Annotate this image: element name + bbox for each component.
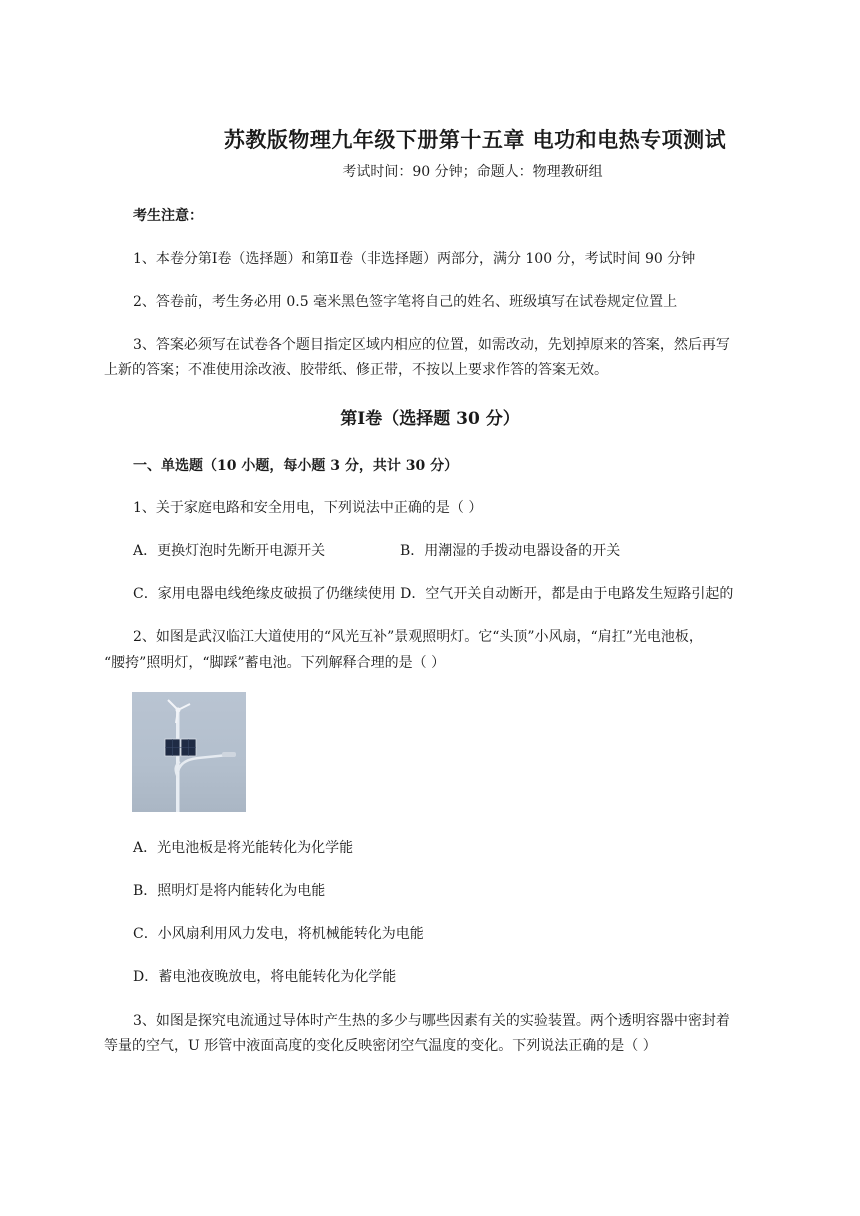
q1-option-b: B．用潮湿的手拨动电器设备的开关 [400, 543, 621, 559]
exam-info: 考试时间：90 分钟；命题人：物理教研组 [342, 164, 603, 180]
q3-stem-line2: 等量的空气，U 形管中液面高度的变化反映密闭空气温度的变化。下列说法正确的是（ ） [104, 1038, 657, 1054]
solar-panel [165, 739, 196, 756]
street-lamp-illustration [132, 692, 246, 812]
notice-item-3: 3、答案必须写在试卷各个题目指定区域内相应的位置，如需改动，先划掉原来的答案，然后再写 [133, 337, 730, 353]
notice-heading: 考生注意： [133, 208, 203, 224]
lamp-pole [176, 710, 180, 812]
lamp-arm [178, 755, 228, 772]
q2-stem-line1: 2、如图是武汉临江大道使用的“风光互补”景观照明灯。它“头顶”小风扇，“肩扛”光电池板， [133, 629, 703, 645]
q2-option-a: A．光电池板是将光能转化为化学能 [133, 840, 354, 856]
notice-item-2: 2、答卷前，考生务必用 0.5 毫米黑色签字笔将自己的姓名、班级填写在试卷规定位置上 [133, 294, 678, 310]
q2-option-c: C．小风扇利用风力发电，将机械能转化为电能 [133, 926, 424, 942]
q2-option-b: B．照明灯是将内能转化为电能 [133, 883, 326, 899]
q2-option-d: D．蓄电池夜晚放电，将电能转化为化学能 [133, 969, 397, 985]
notice-item-3-cont: 上新的答案；不准使用涂改液、胶带纸、修正带，不按以上要求作答的答案无效。 [104, 362, 608, 378]
q1-option-a: A．更换灯泡时先断开电源开关 [133, 543, 326, 559]
street-lamp-photo [132, 692, 246, 812]
section-title: 第Ⅰ卷（选择题 30 分） [340, 409, 520, 429]
q1-option-cd: C．家用电器电线绝缘皮破损了仍继续使用 D．空气开关自动断开，都是由于电路发生短路引起的 [133, 586, 734, 602]
part-heading: 一、单选题（10 小题，每小题 3 分，共计 30 分） [133, 458, 459, 474]
page-title: 苏教版物理九年级下册第十五章 电功和电热专项测试 [223, 127, 727, 152]
lamp-head [222, 752, 236, 757]
q1-stem: 1、关于家庭电路和安全用电，下列说法中正确的是（ ） [133, 500, 483, 516]
q2-stem-line2: “腰挎”照明灯，“脚踩”蓄电池。下列解释合理的是（ ） [104, 655, 446, 671]
notice-item-1: 1、本卷分第Ⅰ卷（选择题）和第Ⅱ卷（非选择题）两部分，满分 100 分，考试时间 90 分钟 [133, 251, 696, 267]
q3-stem-line1: 3、如图是探究电流通过导体时产生热的多少与哪些因素有关的实验装置。两个透明容器中密封着 [133, 1013, 730, 1029]
